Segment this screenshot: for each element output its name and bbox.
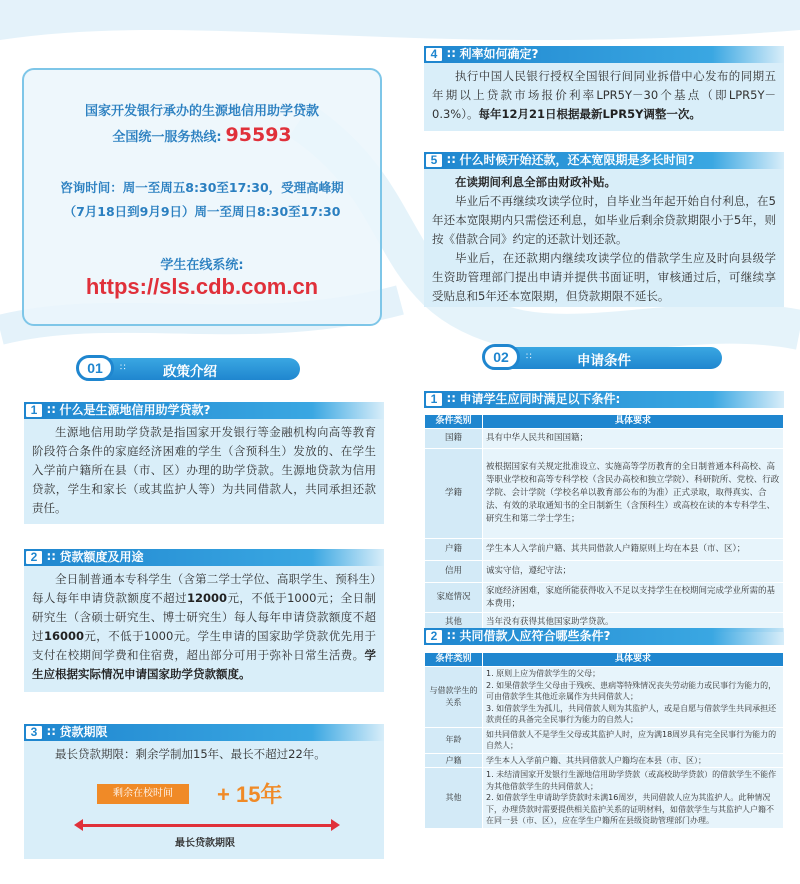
- cell-req: 1. 原则上应为借款学生的父母； 2. 如果借款学生父母由于残疾、患病等特殊情况丧失劳动能力或民事行为能力的，可由借款学生其他近亲属作为共同借款人； 3. 如借款学生为孤儿，共同借款人则为其监护人，或是自愿与借款学生共同承担还款责任的具备完全民事行为能力的自然人；: [483, 667, 784, 728]
- section-body: [24, 419, 384, 524]
- table-row: [425, 667, 784, 728]
- cell-req: 家庭经济困难，家庭所能获得收入不足以支持学生在校期间完成学业所需的基本费用；: [483, 583, 784, 613]
- text-part: 元，不低于1000元。学生申请的国家助学贷款优先用于支付在校期间学费和住宿费，超出部分可用于弥补日常生活费。: [32, 629, 377, 662]
- part-title: 申请条件: [577, 353, 631, 369]
- hotline-number: 95593: [225, 124, 292, 146]
- info-title: 国家开发银行承办的生源地信用助学贷款: [84, 104, 319, 119]
- section-body: [424, 63, 784, 131]
- table-row: [425, 753, 784, 768]
- cell-cat: 户籍: [425, 753, 483, 768]
- text-part: 全日制普通本专科学生（含第二学士学位、高职学生、预科生）每人每年申请贷款额度不超过: [32, 572, 376, 605]
- text-part: 执行中国人民银行授权全国银行间同业拆借中心发布的同期五年期以上贷款市场报价利率LPR5Y－30个基点（即LPR5Y－0.3%）。: [432, 69, 776, 121]
- hotline-line: [24, 124, 380, 146]
- section-title: ∷ 共同借款人应符合哪些条件?: [447, 629, 611, 643]
- col-header: 具体要求: [483, 653, 784, 667]
- col-header: 条件类别: [425, 415, 483, 429]
- cell-cat: 国籍: [425, 429, 483, 449]
- section-number: 1: [424, 391, 444, 408]
- cell-req: 被根据国家有关规定批准设立、实施高等学历教育的全日制普通本科高校、高等职业学校和高等专科学校（含民办高校和独立学院）、科研院所、党校、行政学院、会计学院（学校名单以教育部公布的为准）正式录取，取得真实、合法、有效的录取通知书的全日制新生（含预科生）或高校在读的本专科学生、研究生和第二学士学生；: [483, 449, 784, 539]
- col-header: 条件类别: [425, 653, 483, 667]
- co-borrower-conditions-table: [424, 652, 784, 829]
- section-body: [424, 169, 784, 307]
- section-text: 毕业后，在还款期内继续攻读学位的借款学生应及时向县级学生资助管理部门提出申请并提供书面证明，审核通过后，可继续享受贴息和5年还本宽限期，但贷款期限不延长。: [432, 251, 776, 303]
- section-number: 2: [24, 549, 44, 566]
- section-header: [24, 724, 384, 741]
- bold-note: 在读期间利息全部由财政补贴。: [455, 175, 616, 189]
- cell-cat: 信用: [425, 561, 483, 583]
- section-text: 生源地信用助学贷款是指国家开发银行等金融机构向高等教育阶段符合条件的家庭经济困难的学生（含预科生）发放的、在学生入学前户籍所在县（市、区）办理的助学贷款。生源地贷款为信用贷款，学生和家长（或其监护人等）为共同借款人，共同承担还款责任。: [32, 425, 376, 515]
- cell-cat: 其他: [425, 768, 483, 829]
- online-label: 学生在线系统:: [160, 258, 244, 273]
- section-number: 4: [424, 46, 444, 63]
- cell-req: 具有中华人民共和国国籍；: [483, 429, 784, 449]
- cell-req: 学生本人入学前户籍、其共同借款人户籍原则上均在本县（市、区）；: [483, 539, 784, 561]
- cell-cat: 年龄: [425, 727, 483, 753]
- section-header: [424, 391, 784, 408]
- cell-cat: 家庭情况: [425, 583, 483, 613]
- section-title: ∷ 申请学生应同时满足以下条件:: [447, 392, 621, 406]
- part-header-policy: [80, 358, 300, 380]
- section-text: 最长贷款期限：剩余学制加15年、最长不超过22年。: [55, 747, 326, 761]
- part-number: 02: [482, 344, 520, 370]
- text-part: 元，不低于1000元；全日制研究生（含硕士研究生、博士研究生）每人每年申请贷款额度不超过: [32, 591, 377, 643]
- cell-cat: 学籍: [425, 449, 483, 539]
- cell-req: 如共同借款人不是学生父母或其监护人时，应为满18周岁具有完全民事行为能力的自然人；: [483, 727, 784, 753]
- table-row: [425, 561, 784, 583]
- cell-cat: 与借款学生的关系: [425, 667, 483, 728]
- section-title: ∷ 什么是生源地信用助学贷款?: [47, 403, 211, 417]
- part-number: 01: [76, 355, 114, 381]
- section-title: ∷ 贷款期限: [47, 725, 108, 739]
- double-arrow-icon: [82, 824, 332, 827]
- info-box: [22, 68, 382, 326]
- hotline-label: 全国统一服务热线:: [112, 130, 222, 145]
- cell-req: 1. 未结清国家开发银行生源地信用助学贷款（或高校助学贷款）的借款学生不能作为其他借款学生的共同借款人； 2. 如借款学生申请助学贷款时未满16周岁，共同借款人应为其监护人。此种情况下，办理贷款时需要提供相关监护关系的证明材料，如借款学生与其监护人户籍不在同一县（市、区），应在学生户籍所在县级资助管理部门办理。: [483, 768, 784, 829]
- cell-cat: 其他: [425, 613, 483, 633]
- section-title: ∷ 什么时候开始还款，还本宽限期是多长时间?: [447, 153, 695, 167]
- part-title: 政策介绍: [163, 364, 217, 380]
- cell-req: 学生本人入学前户籍、其共同借款人户籍均在本县（市、区）；: [483, 753, 784, 768]
- cell-req: 诚实守信，遵纪守法；: [483, 561, 784, 583]
- cell-req: 当年没有获得其他国家助学贷款。: [483, 613, 784, 633]
- section-text: [432, 67, 776, 124]
- section-number: 5: [424, 152, 444, 169]
- section-header: [424, 152, 784, 169]
- dots-icon: ∷: [526, 352, 533, 362]
- section-text: [32, 570, 376, 684]
- amount-2: 16000: [43, 629, 84, 643]
- section-title: ∷ 贷款额度及用途: [47, 550, 144, 564]
- section-number: 3: [24, 724, 44, 741]
- section-number: 1: [24, 402, 44, 419]
- col-header: 具体要求: [483, 415, 784, 429]
- table-row: [425, 727, 784, 753]
- dots-icon: ∷: [120, 363, 127, 373]
- cell-cat: 户籍: [425, 539, 483, 561]
- bold-note: 学生应根据实际情况申请国家助学贷款额度。: [32, 648, 376, 681]
- table-row: [425, 768, 784, 829]
- online-url-link[interactable]: https://sls.cdb.com.cn: [85, 274, 319, 299]
- section-header: [424, 46, 784, 63]
- plus-15-years: + 15年: [217, 782, 283, 807]
- bold-note: 每年12月21日根据最新LPR5Y调整一次。: [478, 107, 701, 121]
- section-header: [424, 628, 784, 645]
- student-conditions-table: [424, 414, 784, 633]
- consult-time-2: （7月18日到9月9日）周一至周日8:30至17:30: [63, 204, 341, 219]
- section-header: [24, 549, 384, 566]
- table-row: [425, 583, 784, 613]
- table-row: [425, 429, 784, 449]
- consult-time-1: 咨询时间：周一至周五8:30至17:30，受理高峰期: [60, 180, 344, 195]
- section-text: 毕业后不再继续攻读学位时，自毕业当年起开始自付利息，在5年还本宽限期内只需偿还利息，如毕业后剩余贷款期限小于5年，则按《借款合同》约定的还款计划还款。: [432, 194, 776, 246]
- section-bold: [432, 173, 776, 192]
- amount-1: 12000: [187, 591, 228, 605]
- part-header-conditions: [486, 347, 722, 369]
- section-body: [24, 566, 384, 692]
- table-row: [425, 539, 784, 561]
- section-number: 2: [424, 628, 444, 645]
- section-title: ∷ 利率如何确定?: [447, 47, 539, 61]
- section-header: [24, 402, 384, 419]
- table-row: [425, 449, 784, 539]
- remaining-time-box: 剩余在校时间: [97, 784, 189, 804]
- max-term-label: 最长贷款期限: [175, 838, 235, 849]
